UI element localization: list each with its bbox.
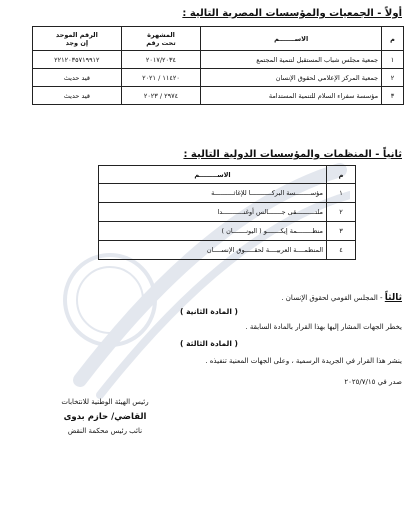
international-organizations-table — [98, 165, 356, 260]
section3-line — [281, 293, 402, 303]
table-row — [99, 241, 356, 260]
row-unified: قيد حديث — [33, 69, 122, 87]
row-num: ٢ — [382, 69, 404, 87]
table-row — [99, 222, 356, 241]
row-reg: ٢٠١٧/٢٠٣٤ — [121, 51, 201, 69]
issued-date: صدر في ٢٠٢٥/٧/١٥ — [344, 378, 402, 386]
col-name-header: الاســــــــم — [99, 166, 327, 184]
col-unified-header: الرقم الموحد إن وجد — [33, 27, 122, 51]
section3-label: ثالثاً — [384, 293, 402, 303]
table-row — [99, 184, 356, 203]
row-reg: ١١٤٢٠ / ٢٠٢١ — [121, 69, 201, 87]
row-name: مؤســــــــسة البركـــــــــــا للإغاثــــــــــة — [99, 184, 327, 203]
row-num: ٣ — [382, 87, 404, 105]
table-row — [99, 203, 356, 222]
row-name: جمعية مجلس شباب المستقبل لتنمية المجتمع — [201, 51, 382, 69]
table-row — [33, 69, 404, 87]
row-name: مؤسسة سفراء السلام للتنمية المستدامة — [201, 87, 382, 105]
table-row — [33, 87, 404, 105]
signature-name: القاضي/ حازم بدوى — [63, 412, 147, 422]
article3-title: ( المادة الثالثة ) — [180, 339, 238, 348]
section1-heading: أولاً - الجمعيات والمؤسسات المصرية التالية : — [182, 8, 402, 19]
col-reg-header: المشهرة تحت رقم — [121, 27, 201, 51]
row-name: جمعية المركز الإعلامي لحقوق الإنسان — [201, 69, 382, 87]
row-num: ٢ — [327, 203, 356, 222]
col-name-header: الاســـــــم — [201, 27, 382, 51]
egyptian-associations-table — [32, 26, 404, 105]
article3-text: ينشر هذا القرار في الجريدة الرسمية ، وعلى الجهات المعنية تنفيذه . — [205, 357, 402, 365]
signature-block — [50, 398, 160, 435]
signature-role: نائب رئيس محكمة النقض — [67, 427, 143, 435]
article2-text: يخطر الجهات المشار إليها بهذا القرار بالمادة السابقة . — [245, 323, 402, 331]
section3-text: - المجلس القومي لحقوق الإنسان . — [281, 294, 385, 302]
row-unified: قيد حديث — [33, 87, 122, 105]
row-name: ملتــــــــــقى جـــــــالس أوغنـــــــــــدا — [99, 203, 327, 222]
article2-title: ( المادة الثانية ) — [180, 307, 238, 316]
row-name: منظــــــــمة إيكـــــــو ( اليونـــــــان ) — [99, 222, 327, 241]
signature-title: رئيس الهيئة الوطنية للانتخابات — [61, 398, 149, 406]
row-num: ٤ — [327, 241, 356, 260]
row-num: ١ — [327, 184, 356, 203]
row-name: المنظمــــة العربيــــة لحقـــــوق الإنســــان — [99, 241, 327, 260]
section2-heading: ثانياً - المنظمات والمؤسسات الدولية التالية : — [183, 149, 402, 160]
row-num: ٣ — [327, 222, 356, 241]
row-unified: ٢٢١٢٠٣٥٧١٩٩١٢ — [33, 51, 122, 69]
col-num-header: م — [327, 166, 356, 184]
row-num: ١ — [382, 51, 404, 69]
col-num-header: م — [382, 27, 404, 51]
row-reg: ٢٩٧٤ / ٢٠٢٣ — [121, 87, 201, 105]
table-row — [33, 51, 404, 69]
